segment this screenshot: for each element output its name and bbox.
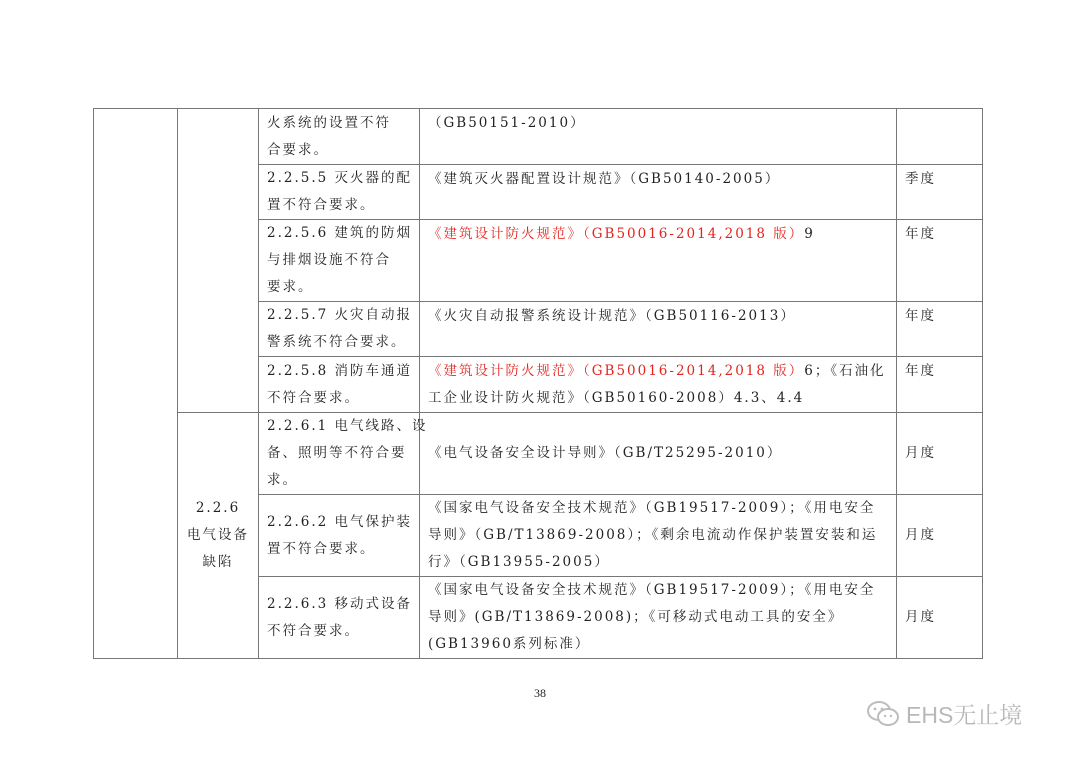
standard-cell: 《建筑设计防火规范》（GB50016-2014,2018 版）6；《石油化工企业设计防火规范》（GB50160-2008）4.3、4.4	[420, 357, 897, 413]
standard-cell: 《国家电气设备安全技术规范》（GB19517-2009）；《用电安全导则》(GB/T13869-2008)；《可移动式电动工具的安全》(GB13960系列标准）	[420, 577, 897, 659]
page-number: 38	[534, 686, 546, 700]
table-row	[94, 109, 983, 165]
frequency-cell	[897, 109, 983, 165]
standard-cell: 《建筑灭火器配置设计规范》（GB50140-2005）	[420, 165, 897, 220]
watermark	[866, 697, 1022, 730]
standard-cell: 《电气设备安全设计导则》（GB/T25295-2010）	[420, 413, 897, 495]
standard-cell: 《建筑设计防火规范》（GB50016-2014,2018 版）9	[420, 220, 897, 302]
watermark-text: EHS无止境	[906, 702, 1023, 728]
standard-cell: 《火灾自动报警系统设计规范》（GB50116-2013）	[420, 302, 897, 357]
frequency-cell: 年度	[897, 357, 983, 413]
item-cell: 2.2.5.8 消防车通道 不符合要求。	[259, 357, 420, 413]
frequency-cell: 年度	[897, 220, 983, 302]
item-cell: 火系统的设置不符 合要求。	[259, 109, 420, 165]
frequency-cell: 年度	[897, 302, 983, 357]
wechat-icon	[866, 700, 900, 728]
item-cell: 2.2.6.3 移动式设备 不符合要求。	[259, 577, 420, 659]
frequency-cell: 月度	[897, 413, 983, 495]
item-cell: 2.2.6.2 电气保护装 置不符合要求。	[259, 495, 420, 577]
standard-cell: 《国家电气设备安全技术规范》（GB19517-2009）；《用电安全导则》（GB/T13869-2008）；《剩余电流动作保护装置安装和运行》（GB13955-2005）	[420, 495, 897, 577]
item-cell: 2.2.6.1 电气线路、设 备、照明等不符合要 求。	[259, 413, 420, 495]
regulation-table	[93, 108, 983, 659]
frequency-cell: 月度	[897, 577, 983, 659]
item-cell: 2.2.5.5 灭火器的配 置不符合要求。	[259, 165, 420, 220]
standard-cell: （GB50151-2010）	[420, 109, 897, 165]
frequency-cell: 季度	[897, 165, 983, 220]
category-cell-main	[94, 109, 178, 659]
table-row	[94, 413, 983, 495]
category-cell-225	[178, 109, 259, 413]
item-cell: 2.2.5.7 火灾自动报 警系统不符合要求。	[259, 302, 420, 357]
category-cell-226: 2.2.6 电气设备缺陷	[178, 413, 259, 659]
item-cell: 2.2.5.6 建筑的防烟 与排烟设施不符合 要求。	[259, 220, 420, 302]
frequency-cell: 月度	[897, 495, 983, 577]
